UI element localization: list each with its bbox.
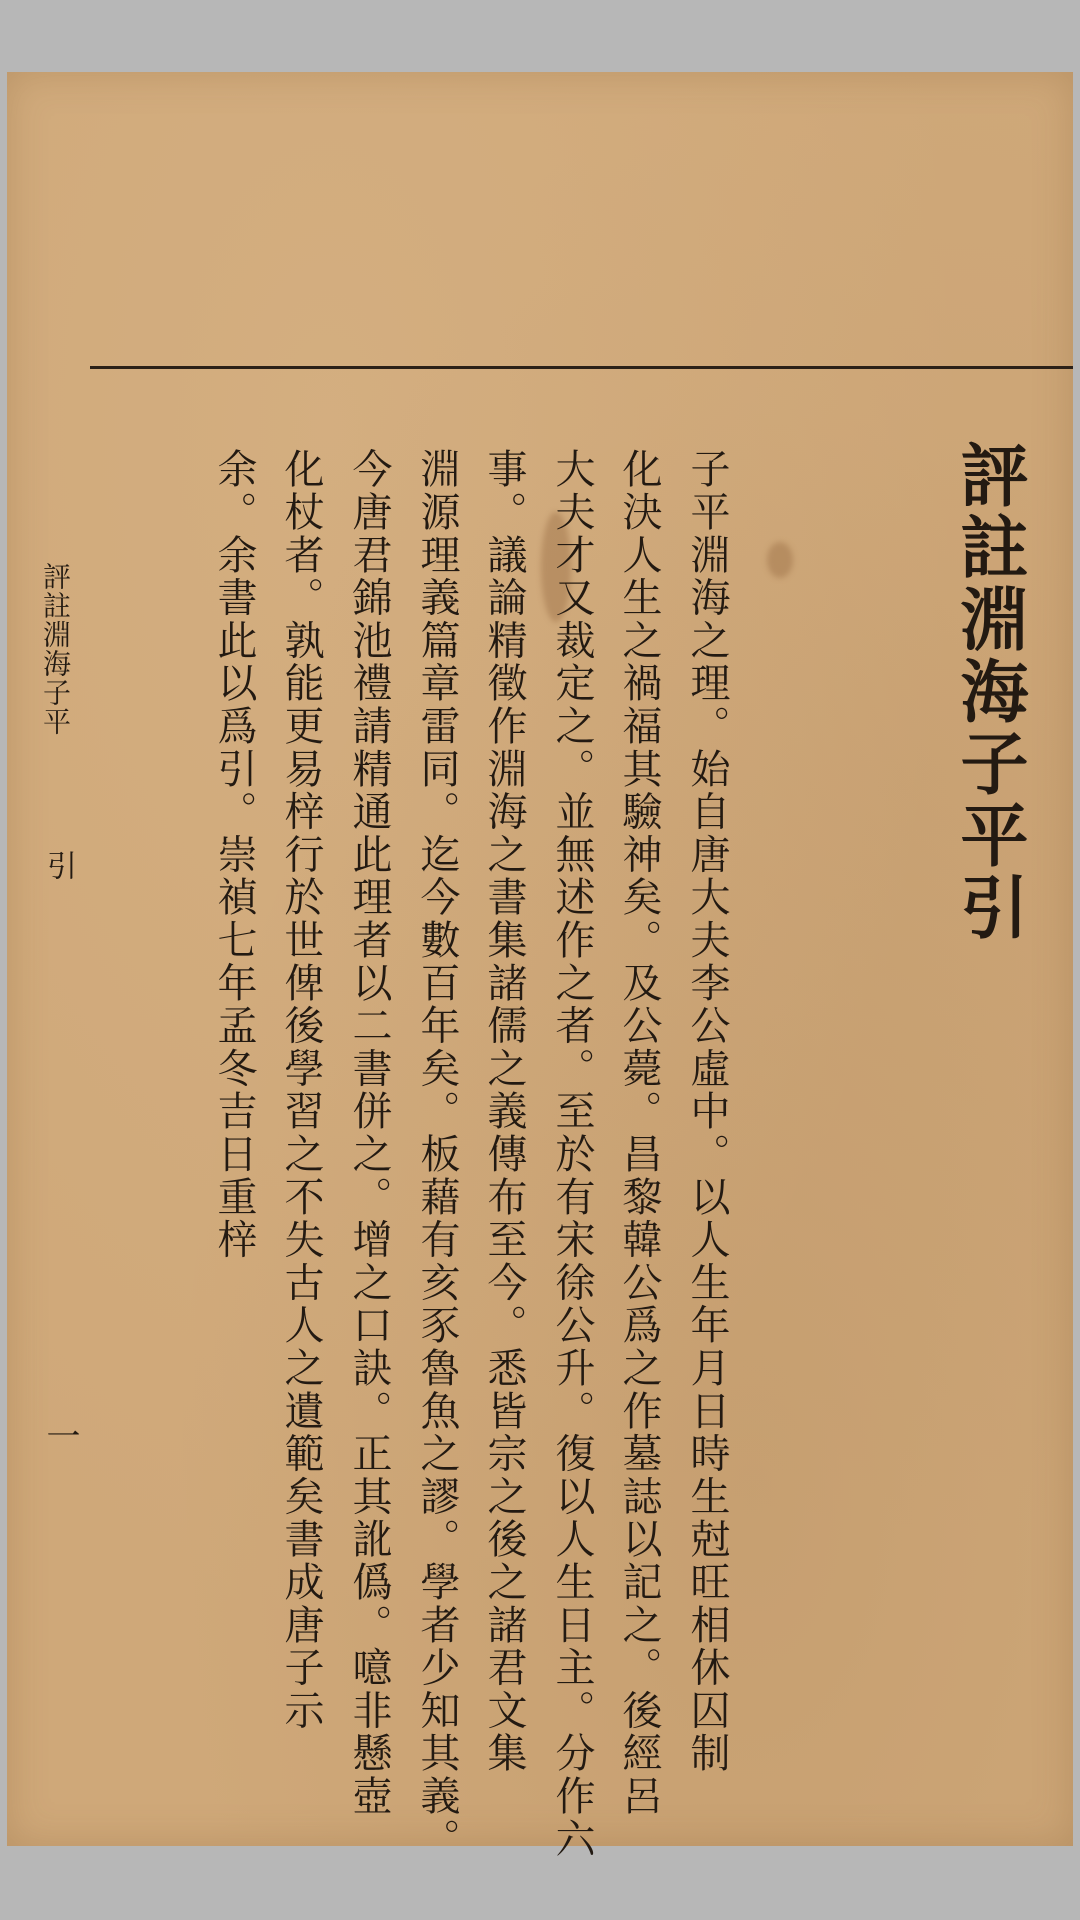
margin-book-title: 評註淵海子平	[39, 562, 72, 736]
header-rule	[90, 366, 1073, 369]
text-column: 今唐君錦池禮請精通此理者以二書併之。增之口訣。正其訛僞。噫非懸壺	[346, 448, 392, 1818]
book-page	[7, 72, 1073, 1861]
text-column: 化杖者。孰能更易梓行於世俾後學習之不失古人之遺範矣書成唐子示	[278, 448, 324, 1732]
text-column: 大夫才又裁定之。並無述作之者。至於有宋徐公升。復以人生日主。分作六	[549, 448, 595, 1861]
margin-page-number: 一	[40, 1418, 80, 1452]
text-column: 子平淵海之理。始自唐大夫李公虛中。以人生年月日時生尅旺相休囚制	[684, 448, 730, 1775]
margin-section-label: 引	[41, 850, 76, 880]
text-column: 化決人生之禍福其驗神矣。及公薨。昌黎韓公爲之作墓誌以記之。後經呂	[616, 448, 662, 1818]
text-column: 余。余書此以爲引。崇禎七年孟冬吉日重梓	[211, 448, 257, 1262]
text-column: 淵源理義篇章雷同。迄今數百年矣。板藉有亥豕魯魚之謬。學者少知其義。	[414, 448, 460, 1861]
page-stain	[767, 542, 793, 578]
text-column: 事。議論精徵作淵海之書集諸儒之義傳布至今。悉皆宗之後之諸君文集	[481, 448, 527, 1775]
page-title: 評註淵海子平引	[949, 440, 1029, 944]
